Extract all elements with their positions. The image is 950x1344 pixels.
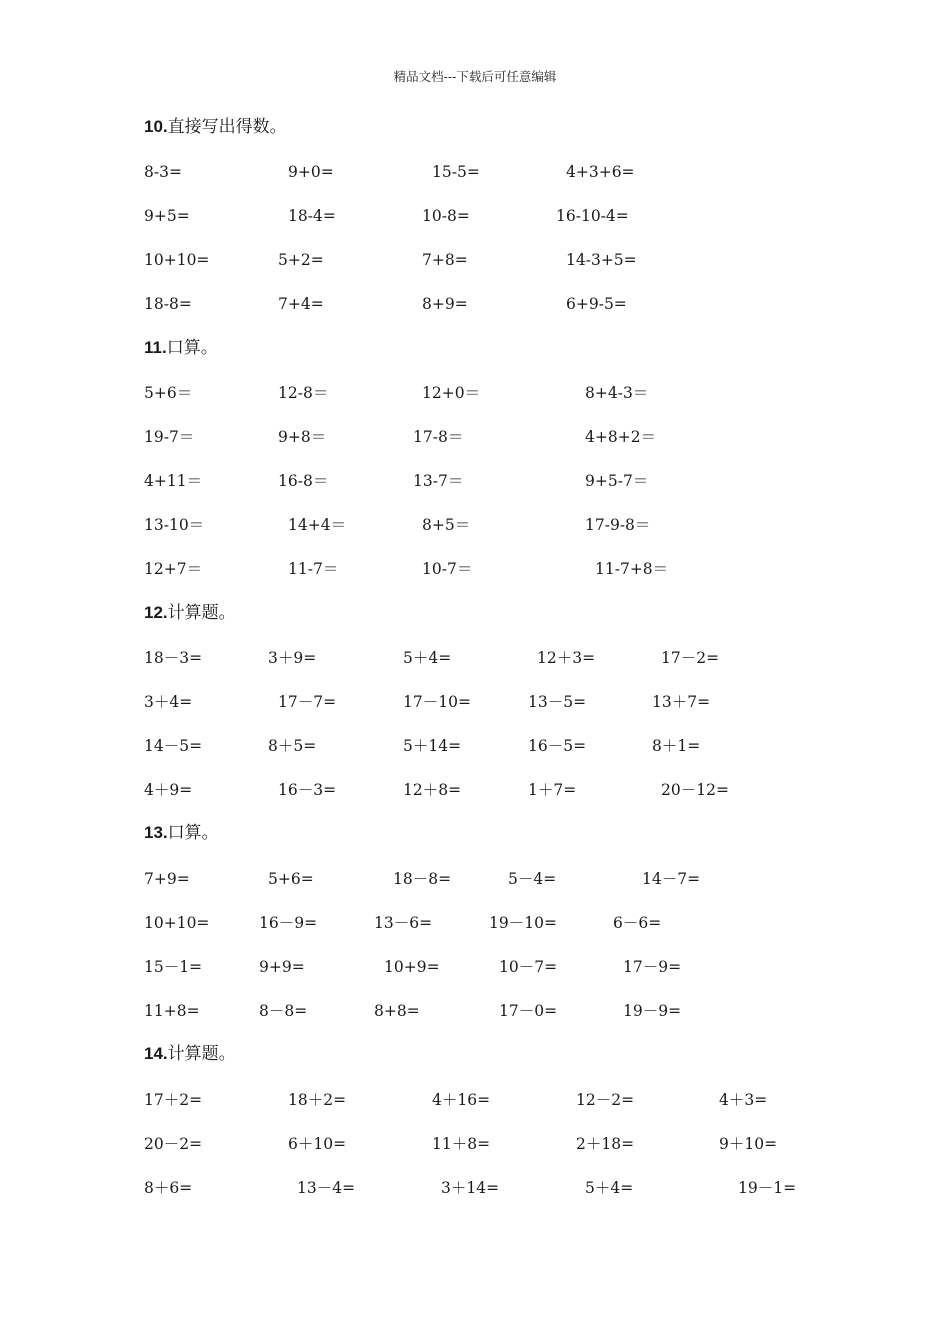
problem: 13-10＝ xyxy=(144,516,205,534)
problem: 1＋7= xyxy=(528,781,577,799)
problem: 4+3+6= xyxy=(566,163,635,181)
problem: 16－9= xyxy=(259,914,318,932)
problem: 14－7= xyxy=(642,870,701,888)
problem: 14+4＝ xyxy=(288,516,347,534)
section-number: 12. xyxy=(144,603,168,622)
section-number: 13. xyxy=(144,823,168,842)
problem: 9+5-7＝ xyxy=(585,472,649,490)
section-title-text: 计算题。 xyxy=(167,603,236,623)
problem: 15－1= xyxy=(144,958,203,976)
problem: 5＋4= xyxy=(585,1179,634,1197)
problem: 9+5= xyxy=(144,207,190,225)
section-10-title xyxy=(144,116,287,138)
problem: 15-5= xyxy=(432,163,480,181)
problem: 14－5= xyxy=(144,737,203,755)
problem: 2＋18= xyxy=(576,1135,635,1153)
problem: 12+7＝ xyxy=(144,560,203,578)
problem: 8+9= xyxy=(422,295,468,313)
problem: 11+8= xyxy=(144,1002,200,1020)
section-title-text: 直接写出得数。 xyxy=(167,117,287,137)
problem: 8+4-3＝ xyxy=(585,384,649,402)
section-title-text: 口算。 xyxy=(167,823,219,843)
problem: 7+4= xyxy=(278,295,324,313)
problem: 20－2= xyxy=(144,1135,203,1153)
problem: 20－12= xyxy=(661,781,729,799)
page-header: 精品文档---下载后可任意编辑 xyxy=(393,69,557,84)
problem: 5＋14= xyxy=(403,737,462,755)
problem: 13－4= xyxy=(297,1179,356,1197)
problem: 16－5= xyxy=(528,737,587,755)
problem: 8＋6= xyxy=(144,1179,193,1197)
problem: 6－6= xyxy=(613,914,662,932)
problem: 8－8= xyxy=(259,1002,308,1020)
problem: 12+0＝ xyxy=(422,384,481,402)
problem: 5＋4= xyxy=(403,649,452,667)
problem: 9+9= xyxy=(259,958,305,976)
problem: 6＋10= xyxy=(288,1135,347,1153)
problem: 9＋10= xyxy=(719,1135,778,1153)
problem: 17－2= xyxy=(661,649,720,667)
problem: 13-7＝ xyxy=(413,472,464,490)
problem: 7+8= xyxy=(422,251,468,269)
problem: 18－3= xyxy=(144,649,203,667)
problem: 10+10= xyxy=(144,251,210,269)
problem: 11-7＝ xyxy=(288,560,339,578)
problem: 13－5= xyxy=(528,693,587,711)
problem: 5+2= xyxy=(278,251,324,269)
problem: 8+5＝ xyxy=(422,516,471,534)
problem: 3＋14= xyxy=(441,1179,500,1197)
section-13-title xyxy=(144,822,219,844)
problem: 3＋4= xyxy=(144,693,193,711)
problem: 6+9-5= xyxy=(566,295,627,313)
section-number: 14. xyxy=(144,1044,168,1063)
problem: 14-3+5= xyxy=(566,251,637,269)
problem: 12-8＝ xyxy=(278,384,329,402)
problem: 18-8= xyxy=(144,295,192,313)
problem: 19－9= xyxy=(623,1002,682,1020)
problem: 17-9-8＝ xyxy=(585,516,651,534)
problem: 10+9= xyxy=(384,958,440,976)
problem: 8+8= xyxy=(374,1002,420,1020)
problem: 10+10= xyxy=(144,914,210,932)
problem: 13－6= xyxy=(374,914,433,932)
problem: 12＋3= xyxy=(537,649,596,667)
problem: 12＋8= xyxy=(403,781,462,799)
section-title-text: 口算。 xyxy=(166,338,218,358)
section-title-text: 计算题。 xyxy=(167,1044,236,1064)
problem: 19-7＝ xyxy=(144,428,195,446)
section-11-title xyxy=(144,337,218,359)
section-number: 11. xyxy=(144,338,167,357)
problem: 17-8＝ xyxy=(413,428,464,446)
problem: 9+8＝ xyxy=(278,428,327,446)
problem: 4+8+2＝ xyxy=(585,428,657,446)
section-12-title xyxy=(144,602,236,624)
problem: 11-7+8＝ xyxy=(595,560,669,578)
problem: 19－10= xyxy=(489,914,557,932)
problem: 4＋3= xyxy=(719,1091,768,1109)
problem: 5－4= xyxy=(508,870,557,888)
problem: 17－10= xyxy=(403,693,471,711)
problem: 18-4= xyxy=(288,207,336,225)
problem: 18＋2= xyxy=(288,1091,347,1109)
problem: 16-10-4= xyxy=(556,207,629,225)
problem: 4＋16= xyxy=(432,1091,491,1109)
problem: 5+6= xyxy=(268,870,314,888)
problem: 16－3= xyxy=(278,781,337,799)
problem: 10-7＝ xyxy=(422,560,473,578)
problem: 5+6＝ xyxy=(144,384,193,402)
problem: 19－1= xyxy=(738,1179,797,1197)
problem: 11＋8= xyxy=(432,1135,491,1153)
problem: 10－7= xyxy=(499,958,558,976)
problem: 10-8= xyxy=(422,207,470,225)
problem: 8＋5= xyxy=(268,737,317,755)
problem: 17－0= xyxy=(499,1002,558,1020)
problem: 7+9= xyxy=(144,870,190,888)
problem: 17－9= xyxy=(623,958,682,976)
problem: 12－2= xyxy=(576,1091,635,1109)
problem: 18－8= xyxy=(393,870,452,888)
problem: 13＋7= xyxy=(652,693,711,711)
problem: 9+0= xyxy=(288,163,334,181)
problem: 17－7= xyxy=(278,693,337,711)
problem: 8＋1= xyxy=(652,737,701,755)
problem: 3＋9= xyxy=(268,649,317,667)
problem: 4+11＝ xyxy=(144,472,203,490)
problem: 4＋9= xyxy=(144,781,193,799)
problem: 16-8＝ xyxy=(278,472,329,490)
problem: 17＋2= xyxy=(144,1091,203,1109)
section-14-title xyxy=(144,1043,236,1065)
section-number: 10. xyxy=(144,117,168,136)
problem: 8-3= xyxy=(144,163,182,181)
